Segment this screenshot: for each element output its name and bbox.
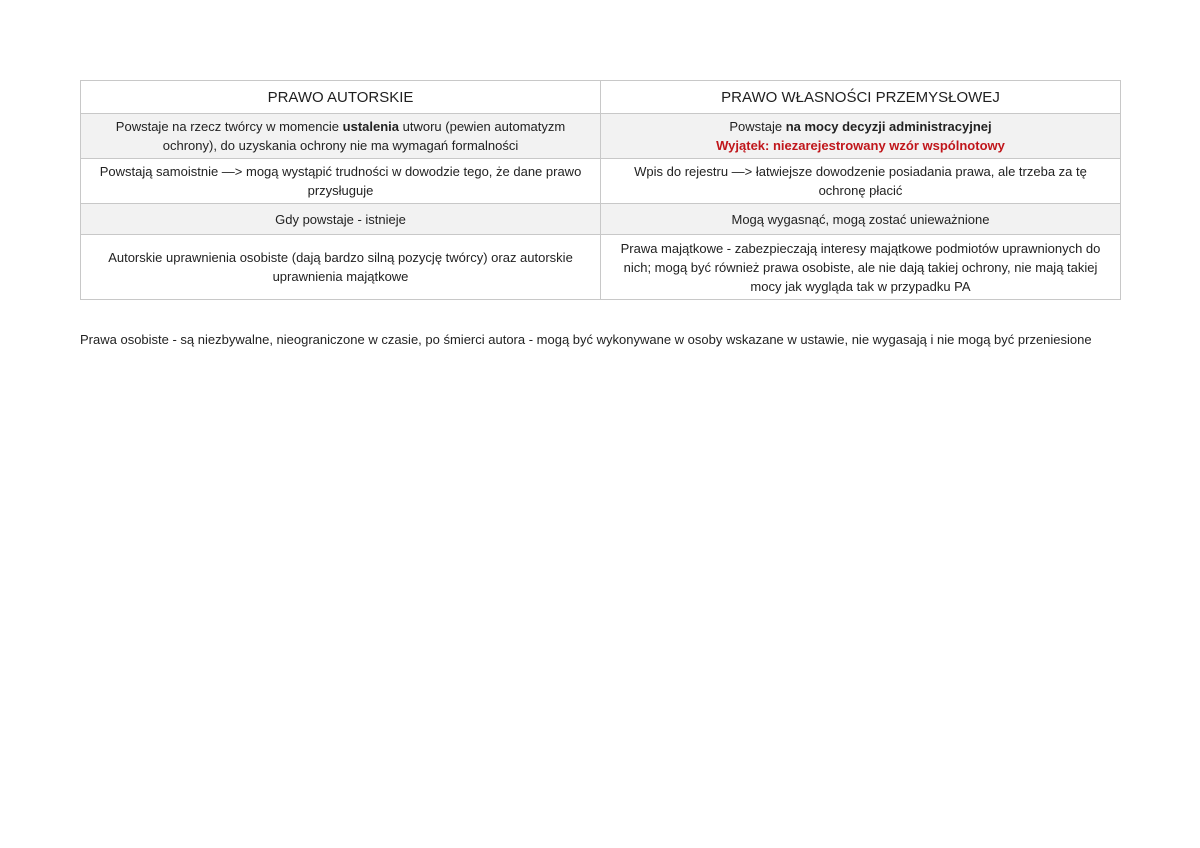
header-copyright-law: PRAWO AUTORSKIE [81,81,601,114]
cell-text: Powstaje na rzecz twórcy w momencie [115,119,343,134]
cell-industrial-rights: Prawa majątkowe - zabezpieczają interesy majątkowe podmiotów uprawnionych do nich; mogą być również prawa osobiste, ale nie dają takiej ochrony, nie mają takiej mocy jak wygląda tak w przypadku PA [601,235,1121,300]
cell-emphasis: na mocy decyzji administracyjnej [785,119,992,134]
comparison-table [80,80,1121,300]
cell-industrial-expiry: Mogą wygasnąć, mogą zostać unieważnione [601,204,1121,235]
cell-text: Powstaje [729,119,786,134]
table-header-row [81,81,1121,114]
cell-copyright-proof: Powstają samoistnie —> mogą wystąpić trudności w dowodzie tego, że dane prawo przysługuje [81,159,601,204]
cell-copyright-origin [81,114,601,159]
table-row [81,114,1121,159]
table-row [81,159,1121,204]
table-row [81,204,1121,235]
cell-emphasis: ustalenia [342,119,400,134]
cell-text: utworu (pewien automatyzm ochrony), do uzyskania ochrony nie ma wymagań formalności [162,119,566,153]
cell-industrial-origin [601,114,1121,159]
table-row [81,235,1121,300]
cell-copyright-rights: Autorskie uprawnienia osobiste (dają bardzo silną pozycję twórcy) oraz autorskie uprawnienia majątkowe [81,235,601,300]
cell-industrial-registry: Wpis do rejestru —> łatwiejsze dowodzenie posiadania prawa, ale trzeba za tę ochronę płacić [601,159,1121,204]
note-paragraph: Prawa osobiste - są niezbywalne, nieograniczone w czasie, po śmierci autora - mogą być wykonywane w osoby wskazane w ustawie, nie wygasają i nie mogą być przeniesione [80,332,1092,347]
header-industrial-property-law: PRAWO WŁASNOŚCI PRZEMYSŁOWEJ [601,81,1121,114]
cell-copyright-existence: Gdy powstaje - istnieje [81,204,601,235]
exception-note: Wyjątek: niezarejestrowany wzór wspólnotowy [716,138,1005,153]
